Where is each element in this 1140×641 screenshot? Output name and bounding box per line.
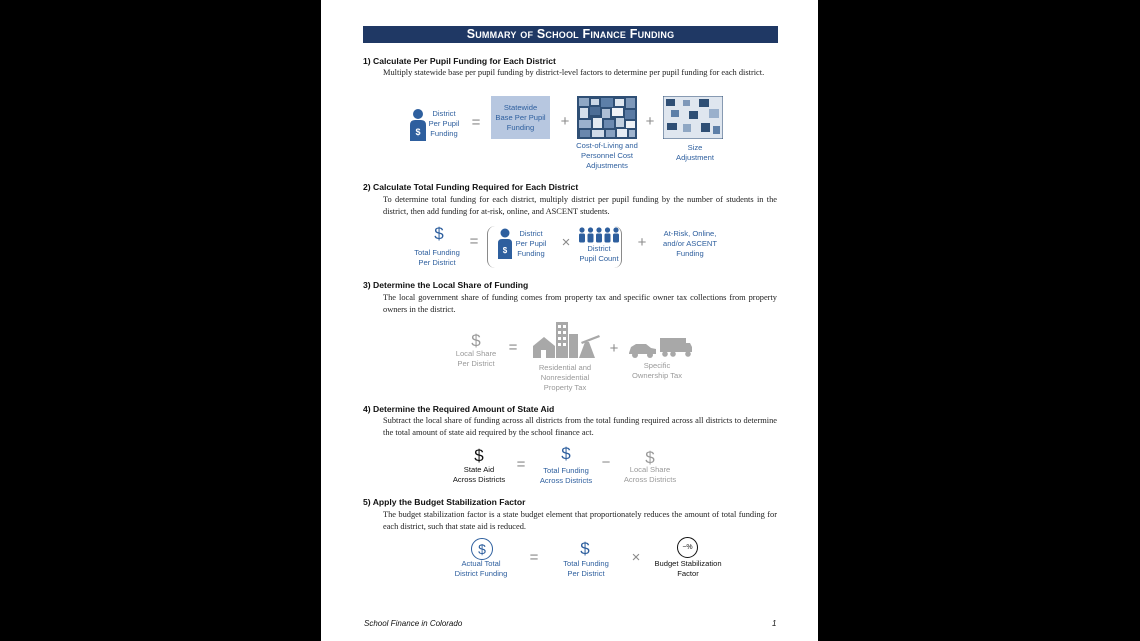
minus-percent-icon: −% (677, 537, 698, 558)
colorado-district-map-icon (577, 96, 637, 139)
svg-text:$: $ (502, 246, 508, 255)
section-2-description: To determine total funding for each district, multiply district per pupil funding by the number of students in the district, then add funding for at-risk, online, and ASCENT students. (383, 195, 777, 216)
section-5-description: The budget stabilization factor is a state budget element that proportionately reduces the amount of total funding for each district, such that state aid is reduced. (383, 510, 777, 531)
footer-title: School Finance in Colorado (364, 619, 463, 628)
state-aid-across-districts-label: State Aid Across Districts (452, 465, 506, 484)
statewide-base-funding-box: Statewide Base Per Pupil Funding (491, 96, 550, 139)
district-per-pupil-funding-label: District Per Pupil Funding (428, 109, 460, 138)
pupils-group-icon (578, 227, 620, 243)
equals-sign: = (529, 549, 539, 566)
section-4-description: Subtract the local share of funding across all districts from the total funding required across all districts to determine the total amount of state aid required by the school finance act. (383, 416, 777, 437)
equals-sign: = (471, 114, 481, 131)
plus-sign: + (645, 113, 655, 130)
page-title: Summary of School Finance Funding (363, 26, 778, 43)
local-share-per-district-label: Local Share Per District (455, 349, 497, 368)
buildings-oil-pump-icon (531, 320, 601, 360)
dollar-icon: $ (580, 539, 590, 558)
budget-stabilization-factor-label: Budget Stabilization Factor (654, 559, 722, 578)
district-per-pupil-funding-label: District Per Pupil Funding (515, 229, 547, 258)
section-1-description: Multiply statewide base per pupil funding by district-level factors to determine per pupil funding for each district. (383, 68, 765, 77)
section-5-heading: 5) Apply the Budget Stabilization Factor (363, 497, 526, 507)
equals-sign: = (516, 456, 526, 473)
section-3-heading: 3) Determine the Local Share of Funding (363, 280, 529, 290)
plus-sign: + (609, 340, 619, 357)
total-funding-per-district-label: Total Funding Per District (414, 248, 460, 267)
times-sign: × (561, 234, 571, 251)
minus-sign: − (601, 454, 611, 471)
car-truck-icon (627, 335, 693, 359)
section-4-heading: 4) Determine the Required Amount of State Aid (363, 404, 555, 414)
size-adjustment-label: Size Adjustment (676, 143, 714, 162)
district-pupil-count-label: District Pupil Count (579, 244, 619, 263)
cost-of-living-adjustments-label: Cost-of-Living and Personnel Cost Adjustments (576, 141, 638, 170)
dollar-icon: $ (561, 444, 571, 463)
equals-sign: = (508, 339, 518, 356)
colorado-size-map-icon (663, 96, 723, 139)
plus-sign: + (637, 234, 647, 251)
total-funding-per-district-label: Total Funding Per District (563, 559, 609, 578)
equals-sign: = (469, 233, 479, 250)
svg-text:$: $ (415, 127, 421, 137)
property-tax-label: Residential and Nonresidential Property Tax (538, 363, 592, 392)
dollar-icon: $ (645, 448, 655, 467)
at-risk-online-ascent-label: At-Risk, Online, and/or ASCENT Funding (662, 229, 718, 258)
local-share-across-districts-label: Local Share Across Districts (623, 465, 677, 484)
section-1-heading: 1) Calculate Per Pupil Funding for Each District (363, 56, 556, 66)
page-number: 1 (772, 619, 777, 628)
document-page (321, 0, 818, 641)
plus-sign: + (560, 113, 570, 130)
dollar-circle-icon: $ (471, 538, 493, 560)
dollar-icon: $ (471, 331, 481, 350)
dollar-icon: $ (434, 224, 444, 243)
specific-ownership-tax-label: Specific Ownership Tax (631, 361, 683, 380)
times-sign: × (631, 549, 641, 566)
section-2-heading: 2) Calculate Total Funding Required for Each District (363, 182, 579, 192)
dollar-icon: $ (474, 446, 484, 465)
section-3-description: The local government share of funding comes from property tax and specific owner tax collections from property owners in the district. (383, 293, 777, 314)
actual-total-district-funding-label: Actual Total District Funding (454, 559, 508, 578)
total-funding-across-districts-label: Total Funding Across Districts (539, 466, 593, 485)
